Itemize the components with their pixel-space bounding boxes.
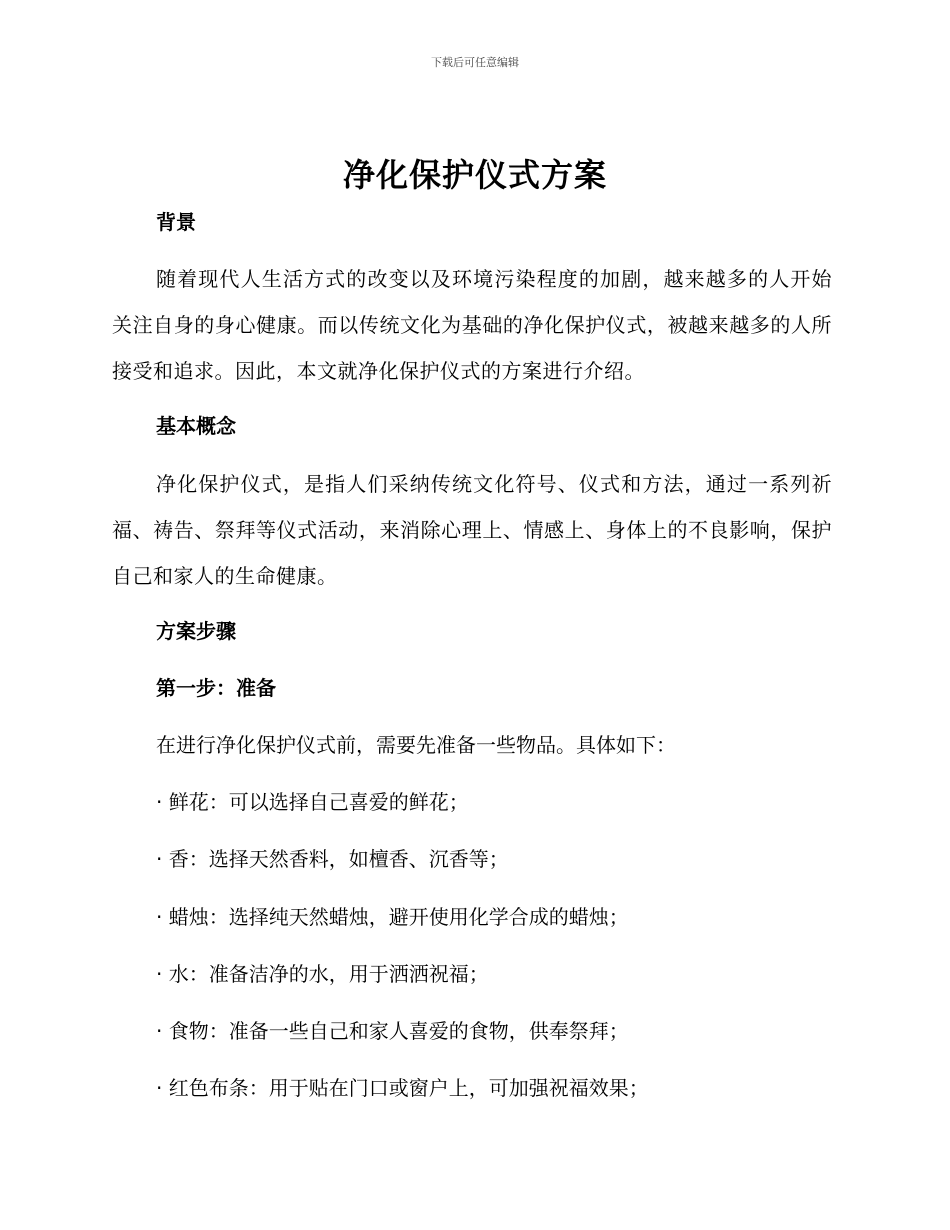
list-item-flowers: · 鲜花：可以选择自己喜爱的鲜花； bbox=[156, 790, 469, 814]
list-item-red-cloth: · 红色布条：用于贴在门口或窗户上，可加强祝福效果； bbox=[156, 1076, 649, 1100]
step1-intro: 在进行净化保护仪式前，需要先准备一些物品。具体如下： bbox=[156, 733, 676, 757]
header-note: 下载后可任意编辑 bbox=[431, 56, 519, 69]
section-heading-steps: 方案步骤 bbox=[156, 619, 236, 643]
list-item-food: · 食物：准备一些自己和家人喜爱的食物，供奉祭拜； bbox=[156, 1019, 629, 1043]
paragraph-concept: 净化保护仪式，是指人们采纳传统文化符号、仪式和方法，通过一系列祈福、祷告、祭拜等仪式活动，来消除心理上、情感上、身体上的不良影响，保护自己和家人的生命健康。 bbox=[112, 472, 832, 588]
section-heading-concept: 基本概念 bbox=[156, 414, 236, 438]
list-item-water: · 水：准备洁净的水，用于洒洒祝福； bbox=[156, 962, 489, 986]
document-title: 净化保护仪式方案 bbox=[342, 156, 607, 194]
section-heading-background: 背景 bbox=[156, 210, 196, 234]
paragraph-background: 随着现代人生活方式的改变以及环境污染程度的加剧，越来越多的人开始关注自身的身心健康。而以传统文化为基础的净化保护仪式，被越来越多的人所接受和追求。因此，本文就净化保护仪式的方案进行介绍。 bbox=[112, 267, 832, 383]
list-item-candles: · 蜡烛：选择纯天然蜡烛，避开使用化学合成的蜡烛； bbox=[156, 905, 629, 929]
step1-heading: 第一步：准备 bbox=[156, 676, 276, 700]
list-item-incense: · 香：选择天然香料，如檀香、沉香等； bbox=[156, 847, 509, 871]
